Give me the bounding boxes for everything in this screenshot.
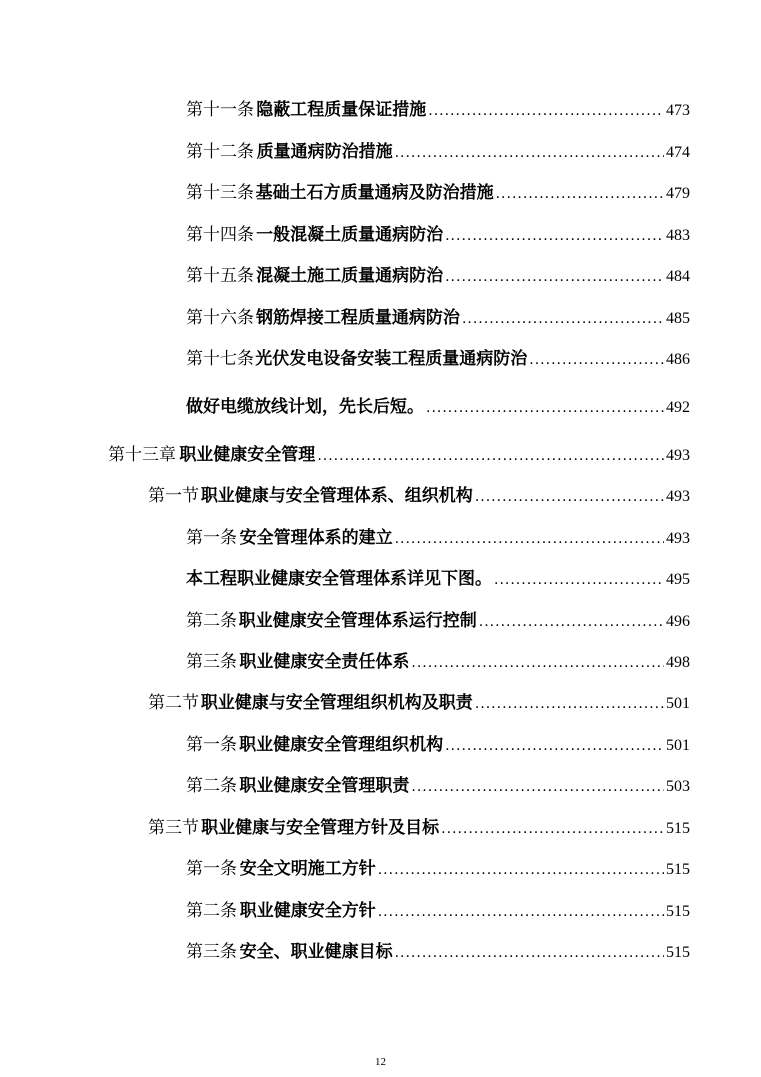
toc-entry-title: 职业健康与安全管理体系、组织机构 (200, 486, 473, 506)
toc-entry-title: 职业健康与安全管理组织机构及职责 (200, 693, 473, 713)
toc-entry-section-1[interactable] (148, 485, 690, 508)
toc-entry-page: 515 (666, 944, 690, 961)
toc-entry-page: 515 (666, 903, 690, 920)
toc-leader-dots (529, 349, 664, 371)
toc-leader-dots (475, 693, 664, 715)
toc-entry-prefix: 第二节 (148, 693, 199, 713)
toc-entry-prefix: 第十二条 (186, 142, 254, 162)
toc-entry-prefix: 第二条 (186, 611, 237, 631)
toc-entry-s3-article-1[interactable] (186, 858, 690, 881)
toc-leader-dots (475, 486, 664, 508)
toc-leader-dots (378, 859, 664, 881)
toc-entry-prefix: 第一条 (186, 528, 237, 548)
toc-entry-article-12[interactable] (186, 141, 690, 164)
toc-entry-s1-article-2[interactable] (186, 610, 690, 633)
toc-leader-dots (411, 652, 664, 674)
toc-leader-dots (426, 397, 664, 419)
toc-entry-prefix: 第三节 (148, 818, 199, 838)
toc-entry-title: 职业健康与安全管理方针及目标 (201, 818, 440, 838)
toc-entry-section-2[interactable] (148, 692, 690, 715)
toc-entry-prefix: 第一条 (186, 735, 237, 755)
toc-entry-prefix: 第三条 (186, 652, 237, 672)
toc-entry-page: 496 (666, 613, 690, 630)
toc-leader-dots (428, 100, 664, 122)
toc-entry-section-3[interactable] (148, 817, 690, 840)
toc-entry-page: 493 (666, 530, 690, 547)
toc-entry-title: 质量通病防治措施 (256, 142, 393, 162)
toc-entry-article-16[interactable] (186, 307, 690, 330)
toc-entry-article-11[interactable] (186, 99, 690, 122)
toc-entry-prefix: 第十三章 (108, 445, 176, 465)
toc-entry-title: 安全管理体系的建立 (239, 528, 393, 548)
toc-leader-dots (445, 225, 664, 247)
toc-entry-s2-article-2[interactable] (186, 775, 690, 798)
toc-entry-title: 一般混凝土质量通病防治 (256, 225, 444, 245)
toc-entry-page: 473 (666, 102, 690, 119)
toc-entry-prefix: 第十三条 (186, 183, 254, 203)
toc-leader-dots (395, 942, 664, 964)
toc-leader-dots (378, 901, 664, 923)
toc-entry-cable-plan[interactable] (186, 396, 690, 419)
toc-entry-title: 安全、职业健康目标 (239, 942, 393, 962)
toc-entry-page: 493 (666, 488, 690, 505)
toc-leader-dots (494, 569, 664, 591)
toc-leader-dots (445, 266, 664, 288)
toc-entry-page: 485 (666, 310, 690, 327)
page-number: 12 (375, 1056, 386, 1068)
toc-entry-page: 503 (666, 778, 690, 795)
toc-entry-prefix: 第一节 (148, 486, 199, 506)
toc-entry-prefix: 第二条 (186, 776, 237, 796)
toc-entry-prefix: 第一条 (186, 859, 237, 879)
toc-entry-title: 职业健康安全管理体系运行控制 (238, 611, 477, 631)
toc-entry-chapter-13[interactable] (108, 444, 690, 467)
toc-entry-prefix: 第十七条 (186, 349, 254, 369)
toc-entry-article-14[interactable] (186, 224, 690, 247)
toc-entry-prefix: 第十六条 (186, 308, 254, 328)
toc-entry-s2-article-1[interactable] (186, 734, 690, 757)
toc-entry-prefix: 第十一条 (186, 100, 254, 120)
toc-entry-title: 钢筋焊接工程质量通病防治 (255, 308, 460, 328)
toc-entry-page: 479 (666, 185, 690, 202)
toc-entry-title: 职业健康安全责任体系 (239, 652, 410, 672)
toc-entry-title: 安全文明施工方针 (239, 859, 376, 879)
toc-leader-dots (411, 776, 664, 798)
toc-leader-dots (395, 142, 664, 164)
toc-entry-title: 做好电缆放线计划，先长后短。 (186, 397, 424, 417)
toc-entry-system-diagram-note[interactable] (186, 568, 690, 591)
toc-leader-dots (317, 445, 664, 467)
toc-entry-page: 515 (666, 820, 690, 837)
toc-entry-article-17[interactable] (186, 348, 690, 371)
toc-leader-dots (441, 818, 664, 840)
toc-leader-dots (496, 183, 664, 205)
toc-entry-page: 501 (666, 695, 690, 712)
toc-entry-prefix: 第十五条 (186, 266, 254, 286)
toc-entry-title: 光伏发电设备安装工程质量通病防治 (255, 349, 528, 369)
toc-entry-article-13[interactable] (186, 182, 690, 205)
toc-entry-page: 484 (666, 268, 690, 285)
toc-entry-prefix: 第十四条 (186, 225, 254, 245)
toc-entry-title: 职业健康安全管理 (179, 445, 316, 465)
toc-leader-dots (395, 528, 664, 550)
toc-entry-page: 486 (666, 351, 690, 368)
toc-entry-title: 职业健康安全方针 (239, 901, 376, 921)
toc-entry-page: 474 (666, 144, 690, 161)
toc-entry-page: 515 (666, 861, 690, 878)
toc-entry-prefix: 第三条 (186, 942, 237, 962)
toc-entry-page: 483 (666, 227, 690, 244)
toc-entry-title: 隐蔽工程质量保证措施 (256, 100, 427, 120)
toc-entry-page: 492 (666, 399, 690, 416)
toc-entry-page: 501 (666, 737, 690, 754)
toc-entry-s3-article-3[interactable] (186, 941, 690, 964)
toc-entry-page: 493 (666, 447, 690, 464)
toc-entry-page: 495 (666, 571, 690, 588)
toc-entry-title: 本工程职业健康安全管理体系详见下图。 (186, 569, 492, 589)
toc-leader-dots (462, 308, 664, 330)
toc-entry-title: 混凝土施工质量通病防治 (256, 266, 444, 286)
toc-entry-title: 基础土石方质量通病及防治措施 (255, 183, 494, 203)
toc-entry-prefix: 第二条 (186, 901, 237, 921)
toc-leader-dots (479, 611, 664, 633)
toc-entry-s1-article-1[interactable] (186, 527, 690, 550)
toc-entry-s3-article-2[interactable] (186, 900, 690, 923)
toc-entry-page: 498 (666, 654, 690, 671)
toc-leader-dots (445, 735, 664, 757)
toc-entry-title: 职业健康安全管理组织机构 (239, 735, 444, 755)
toc-entry-article-15[interactable] (186, 265, 690, 288)
toc-entry-s1-article-3[interactable] (186, 651, 690, 674)
toc-entry-title: 职业健康安全管理职责 (239, 776, 410, 796)
